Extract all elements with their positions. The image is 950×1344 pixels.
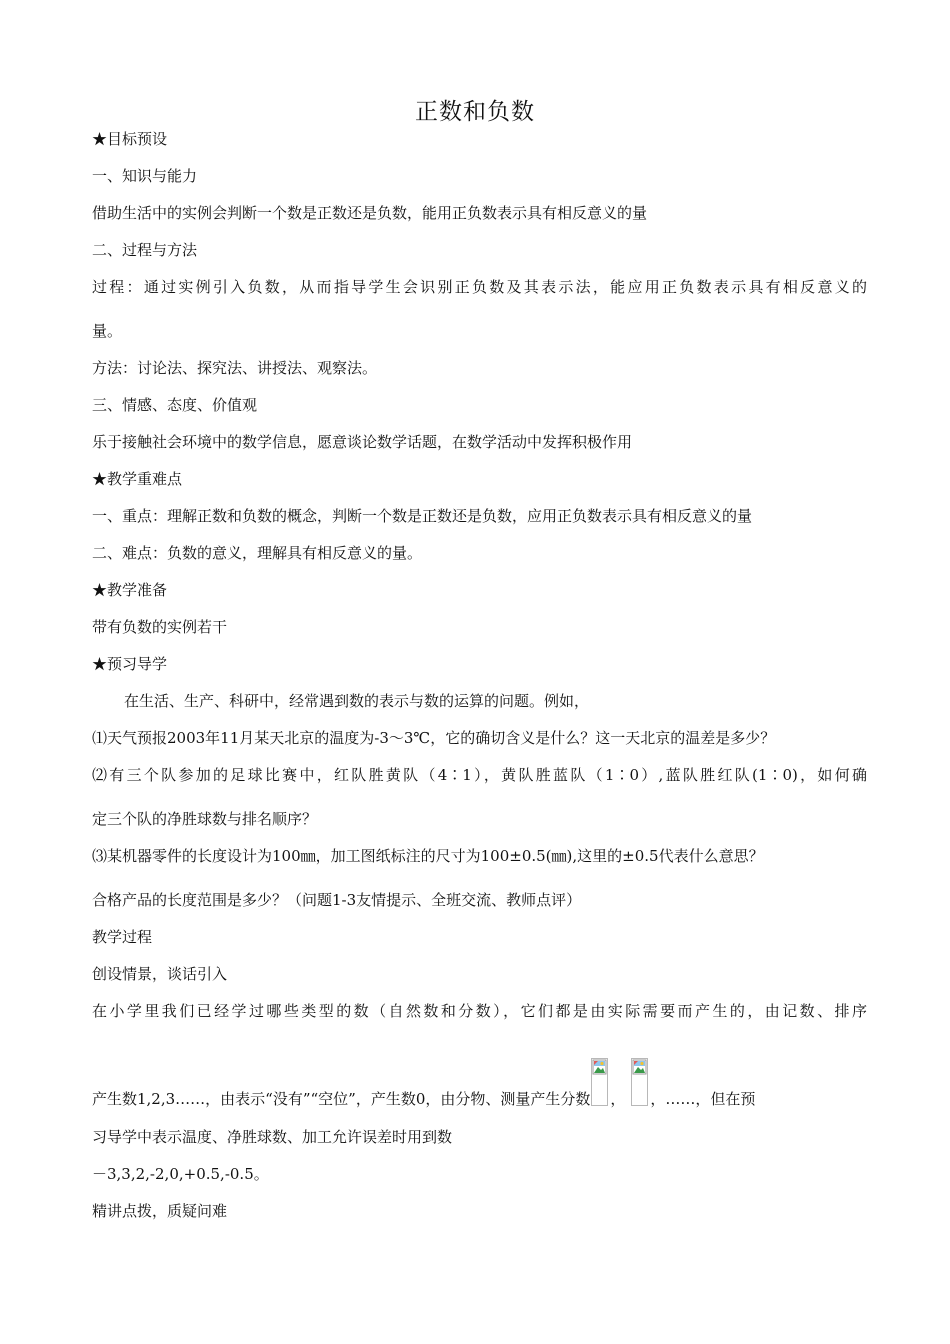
subheading-explanation: 精讲点拨，质疑问难	[92, 1202, 228, 1220]
fractions-text-start: 产生数1,2,3……，由表示“没有”“空位”，产生数0，由分物、测量产生分数	[92, 1090, 591, 1108]
section-heading-preview: ★预习导学	[92, 655, 168, 673]
paragraph-preparation: 带有负数的实例若干	[92, 618, 228, 636]
paragraph-scenario-fractions	[92, 1088, 867, 1110]
section-heading-teaching-process: 教学过程	[92, 928, 153, 946]
page-title: 正数和负数	[415, 99, 535, 125]
fraction-image-2	[631, 1088, 649, 1110]
question-3-continued: 合格产品的长度范围是多少？（问题1-3友情提示、全班交流、教师点评）	[92, 891, 582, 909]
section-heading-goals: ★目标预设	[92, 130, 168, 148]
section-heading-preparation: ★教学准备	[92, 581, 168, 599]
question-1: ⑴天气预报2003年11月某天北京的温度为-3～3℃，它的确切含义是什么？这一天北京的温差是多少？	[92, 729, 776, 747]
paragraph-process: 过程：通过实例引入负数，从而指导学生会识别正负数及其表示法，能应用正负数表示具有相反意义的	[92, 278, 867, 296]
subheading-attitude: 三、情感、态度、价值观	[92, 396, 258, 414]
paragraph-scenario-continued: 习导学中表示温度、净胜球数、加工允许误差时用到数	[92, 1128, 453, 1146]
fractions-text-end: ，……，但在预	[650, 1090, 756, 1108]
paragraph-methods: 方法：讨论法、探究法、讲授法、观察法。	[92, 359, 378, 377]
paragraph-key-point: 一、重点：理解正数和负数的概念，判断一个数是正数还是负数，应用正负数表示具有相反意义的量	[92, 507, 753, 525]
broken-image-icon	[632, 1059, 647, 1075]
fractions-separator: ，	[610, 1090, 626, 1108]
paragraph-process-continued: 量。	[92, 322, 123, 340]
paragraph-attitude: 乐于接触社会环境中的数学信息，愿意谈论数学话题，在数学活动中发挥积极作用	[92, 433, 633, 451]
paragraph-knowledge: 借助生活中的实例会判断一个数是正数还是负数，能用正负数表示具有相反意义的量	[92, 204, 648, 222]
broken-image-icon	[592, 1059, 607, 1075]
fraction-image-1	[591, 1088, 609, 1110]
numbers-example: －3,3,2,-2,0,+0.5,-0.5。	[92, 1165, 269, 1183]
paragraph-preview-intro: 在生活、生产、科研中，经常遇到数的表示与数的运算的问题。例如，	[124, 692, 590, 710]
question-2: ⑵有三个队参加的足球比赛中，红队胜黄队（4∶1），黄队胜蓝队（1∶0）,蓝队胜红队(1∶0)，如何确	[92, 766, 867, 784]
subheading-process: 二、过程与方法	[92, 241, 198, 259]
paragraph-scenario: 在小学里我们已经学过哪些类型的数（自然数和分数），它们都是由实际需要而产生的，由记数、排序	[92, 1002, 867, 1020]
question-2-continued: 定三个队的净胜球数与排名顺序？	[92, 810, 318, 828]
subheading-knowledge: 一、知识与能力	[92, 167, 198, 185]
paragraph-difficulty: 二、难点：负数的意义，理解具有相反意义的量。	[92, 544, 423, 562]
question-3: ⑶某机器零件的长度设计为100㎜，加工图纸标注的尺寸为100±0.5(㎜),这里的±0.5代表什么意思？	[92, 847, 764, 865]
subheading-scenario: 创设情景，谈话引入	[92, 965, 228, 983]
section-heading-key-points: ★教学重难点	[92, 470, 183, 488]
